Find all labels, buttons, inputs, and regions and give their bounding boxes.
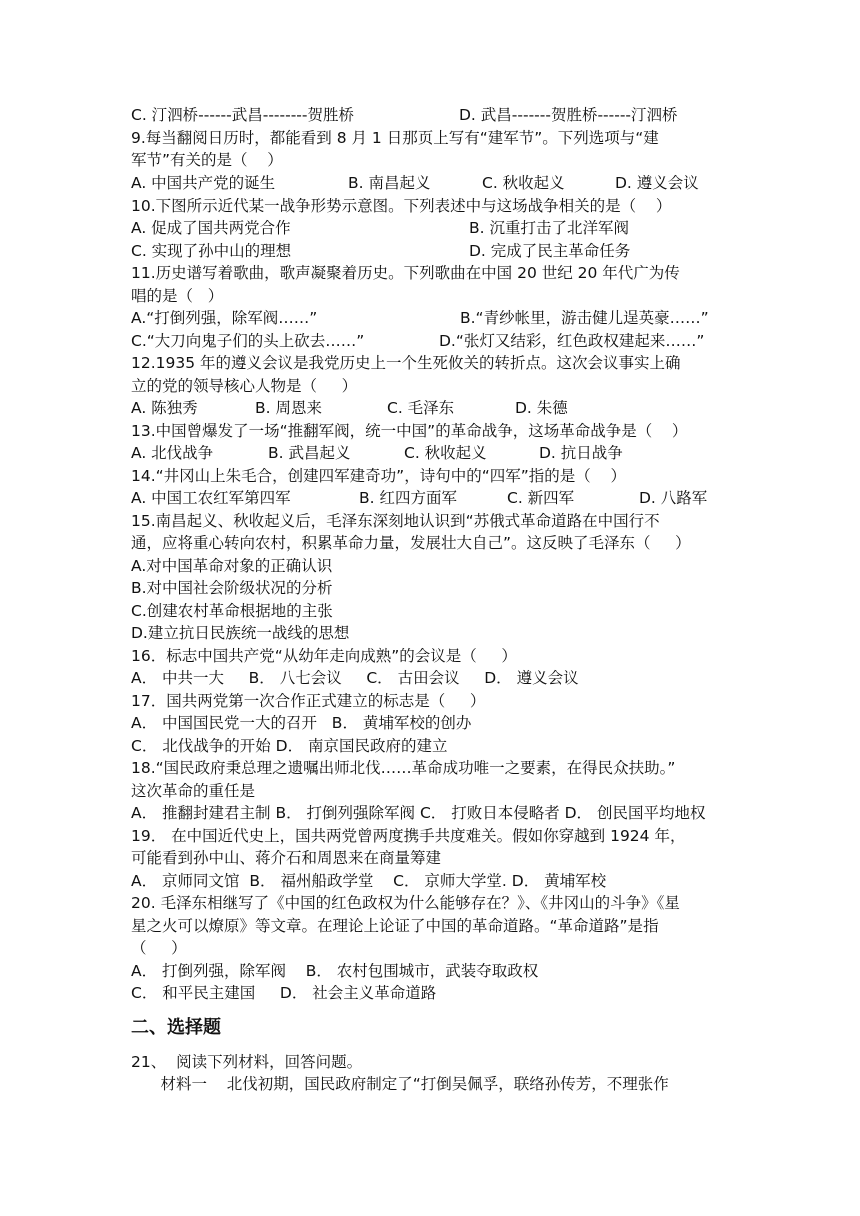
q14-option-d: D. 八路军 bbox=[639, 489, 708, 507]
q15-option-b: B.对中国社会阶级状况的分析 bbox=[131, 579, 333, 597]
question-11-text-cont: 唱的是（ ） bbox=[131, 287, 224, 305]
q9-option-a: A. 中国共产党的诞生 bbox=[131, 174, 276, 192]
q13-option-d: D. 抗日战争 bbox=[539, 444, 623, 462]
question-14-text: 14.“井冈山上朱毛合，创建四军建奇功”，诗句中的“四军”指的是（ ） bbox=[131, 467, 626, 485]
q13-option-a: A. 北伐战争 bbox=[131, 444, 214, 462]
question-12-text-cont: 立的党的领导核心人物是（ ） bbox=[131, 377, 358, 395]
question-10-text: 10.下图所示近代某一战争形势示意图。下列表述中与这场战争相关的是（ ） bbox=[131, 197, 672, 215]
q12-option-a: A. 陈独秀 bbox=[131, 399, 198, 417]
question-9-text: 9.每当翻阅日历时，都能看到 8 月 1 日那页上写有“建军节”。下列选项与“建 bbox=[131, 129, 659, 147]
q10-option-c: C. 实现了孙中山的理想 bbox=[131, 242, 292, 260]
q15-option-a: A.对中国革命对象的正确认识 bbox=[131, 557, 333, 575]
q12-option-d: D. 朱德 bbox=[515, 399, 568, 417]
q15-option-d: D.建立抗日民族统一战线的思想 bbox=[131, 624, 350, 642]
q10-option-d: D. 完成了民主革命任务 bbox=[469, 242, 631, 260]
q19-options: A． 京师同文馆 B． 福州船政学堂 C． 京师大学堂. D． 黄埔军校 bbox=[131, 872, 607, 890]
q13-option-b: B. 武昌起义 bbox=[268, 444, 351, 462]
q17-options-ab: A． 中国国民党一大的召开 B． 黄埔军校的创办 bbox=[131, 714, 472, 732]
question-21-material: 材料一 北伐初期，国民政府制定了“打倒吴佩孚，联络孙传芳，不理张作 bbox=[131, 1075, 669, 1093]
q15-option-c: C.创建农村革命根据地的主张 bbox=[131, 602, 333, 620]
question-12-text: 12.1935 年的遵义会议是我党历史上一个生死攸关的转折点。这次会议事实上确 bbox=[131, 354, 681, 372]
question-20-text: 20. 毛泽东相继写了《中国的红色政权为什么能够存在？》、《井冈山的斗争》《星 bbox=[131, 894, 680, 912]
q14-option-c: C. 新四军 bbox=[507, 489, 575, 507]
section-heading: 二、选择题 bbox=[131, 1017, 221, 1038]
q9-option-c: C. 秋收起义 bbox=[482, 174, 565, 192]
q10-option-a: A. 促成了国共两党合作 bbox=[131, 219, 291, 237]
q20-options-cd: C． 和平民主建国 D． 社会主义革命道路 bbox=[131, 984, 437, 1002]
q16-options: A． 中共一大 B． 八七会议 C． 古田会议 D． 遵义会议 bbox=[131, 669, 579, 687]
option-c: C. 汀泗桥------武昌--------贺胜桥 bbox=[131, 106, 354, 124]
question-19-text: 19． 在中国近代史上，国共两党曾两度携手共度难关。假如你穿越到 1924 年， bbox=[131, 827, 686, 845]
question-20-text-cont: 星之火可以燎原》等文章。在理论上论证了中国的革命道路。“革命道路”是指 bbox=[131, 917, 659, 935]
q11-option-c: C.“大刀向鬼子们的头上砍去……” bbox=[131, 332, 365, 350]
question-16-text: 16．标志中国共产党“从幼年走向成熟”的会议是（ ） bbox=[131, 647, 517, 665]
option-d: D. 武昌-------贺胜桥------汀泗桥 bbox=[459, 106, 678, 124]
q10-option-b: B. 沉重打击了北洋军阀 bbox=[469, 219, 629, 237]
question-18-text: 18.“国民政府秉总理之遗嘱出师北伐……革命成功唯一之要素，在得民众扶助。” bbox=[131, 759, 676, 777]
q17-options-cd: C． 北伐战争的开始 D． 南京国民政府的建立 bbox=[131, 737, 448, 755]
question-19-text-cont: 可能看到孙中山、蒋介石和周恩来在商量筹建 bbox=[131, 849, 442, 867]
q9-option-d: D. 遵义会议 bbox=[615, 174, 699, 192]
question-9-text-cont: 军节”有关的是（ ） bbox=[131, 151, 283, 169]
question-15-text-cont: 通，应将重心转向农村，积累革命力量，发展壮大自己”。这反映了毛泽东（ ） bbox=[131, 534, 691, 552]
question-15-text: 15.南昌起义、秋收起义后，毛泽东深刻地认识到“苏俄式革命道路在中国行不 bbox=[131, 512, 660, 530]
question-17-text: 17．国共两党第一次合作正式建立的标志是（ ） bbox=[131, 692, 486, 710]
question-21-text: 21、 阅读下列材料，回答问题。 bbox=[131, 1053, 363, 1071]
q11-option-d: D.“张灯又结彩，红色政权建起来……” bbox=[439, 332, 705, 350]
q14-option-a: A. 中国工农红军第四军 bbox=[131, 489, 291, 507]
question-13-text: 13.中国曾爆发了一场“推翻军阀，统一中国”的革命战争，这场革命战争是（ ） bbox=[131, 422, 688, 440]
q18-options: A． 推翻封建君主制 B． 打倒列强除军阀 C． 打败日本侵略者 D． 创民国平均地权 bbox=[131, 804, 706, 822]
question-20-blank: （ ） bbox=[131, 939, 187, 957]
q11-option-a: A.“打倒列强，除军阀……” bbox=[131, 309, 318, 327]
q12-option-c: C. 毛泽东 bbox=[387, 399, 455, 417]
q11-option-b: B.“青纱帐里，游击健儿逞英豪……” bbox=[460, 309, 709, 327]
q20-options-ab: A． 打倒列强，除军阀 B． 农村包围城市，武装夺取政权 bbox=[131, 962, 539, 980]
q14-option-b: B. 红四方面军 bbox=[359, 489, 457, 507]
question-11-text: 11.历史谱写着歌曲，歌声凝聚着历史。下列歌曲在中国 20 世纪 20 年代广为传 bbox=[131, 264, 680, 282]
question-18-text-cont: 这次革命的重任是 bbox=[131, 782, 256, 800]
q12-option-b: B. 周恩来 bbox=[255, 399, 322, 417]
q13-option-c: C. 秋收起义 bbox=[404, 444, 487, 462]
q9-option-b: B. 南昌起义 bbox=[348, 174, 431, 192]
